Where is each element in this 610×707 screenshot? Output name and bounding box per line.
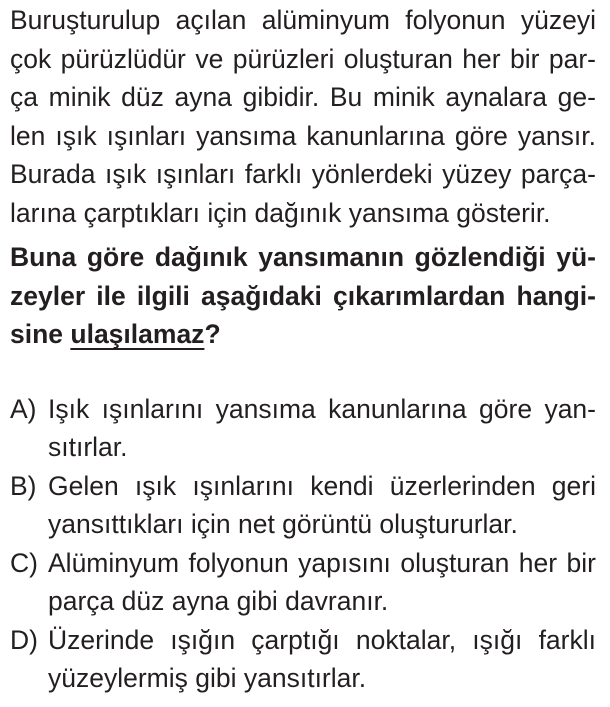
- passage-line: Buruşturulup açılan alüminyum folyonun yüzeyi: [10, 5, 596, 35]
- option-b[interactable]: [10, 467, 596, 544]
- question-line: zeyler ile ilgili aşağıdaki çıkarımlardan hangi-: [10, 280, 596, 311]
- option-d[interactable]: [10, 621, 596, 698]
- option-letter: C): [10, 547, 38, 578]
- option-text-line: Üzerinde ışığın çarptığı noktalar, ışığı farklı: [48, 624, 596, 655]
- option-text-line: yansıttıkları için net görüntü oluştururlar.: [48, 509, 518, 539]
- question-prefix: sine: [10, 319, 71, 349]
- question-mark: ?: [204, 319, 221, 349]
- passage-line: Burada ışık ışınları farklı yönlerdeki yüzey parça-: [10, 159, 596, 189]
- option-text-line: Gelen ışık ışınlarını kendi üzerlerinden geri: [48, 470, 596, 501]
- option-text-line: Alüminyum folyonun yapısını oluşturan her bir: [48, 547, 596, 578]
- option-text-line: yüzeylermiş gibi yansıtırlar.: [48, 663, 367, 693]
- option-a[interactable]: [10, 390, 596, 467]
- option-letter: B): [10, 470, 37, 501]
- option-text-line: Işık ışınlarını yansıma kanunlarına göre yan-: [48, 393, 596, 424]
- option-text-line: sıtırlar.: [48, 432, 128, 462]
- passage-line: len ışık ışınları yansıma kanunlarına göre yansır.: [10, 120, 596, 151]
- option-letter: D): [10, 624, 38, 655]
- option-text-line: parça düz ayna gibi davranır.: [48, 586, 389, 616]
- passage-line: çok pürüzlüdür ve pürüzleri oluşturan her bir par-: [10, 43, 596, 74]
- passage-line: larına çarptıkları için dağınık yansıma gösterir.: [10, 197, 551, 228]
- passage-text: [10, 0, 596, 232]
- question-stem: [10, 238, 596, 354]
- question-line: Buna göre dağınık yansımanın gözlendiği yü-: [10, 242, 596, 272]
- option-letter: A): [10, 393, 37, 424]
- option-c[interactable]: [10, 544, 596, 621]
- passage-line: ça minik düz ayna gibidir. Bu minik aynalara ge-: [10, 82, 596, 112]
- question-line: [10, 315, 596, 354]
- underlined-keyword: ulaşılamaz: [70, 319, 205, 349]
- answer-options: [10, 390, 596, 698]
